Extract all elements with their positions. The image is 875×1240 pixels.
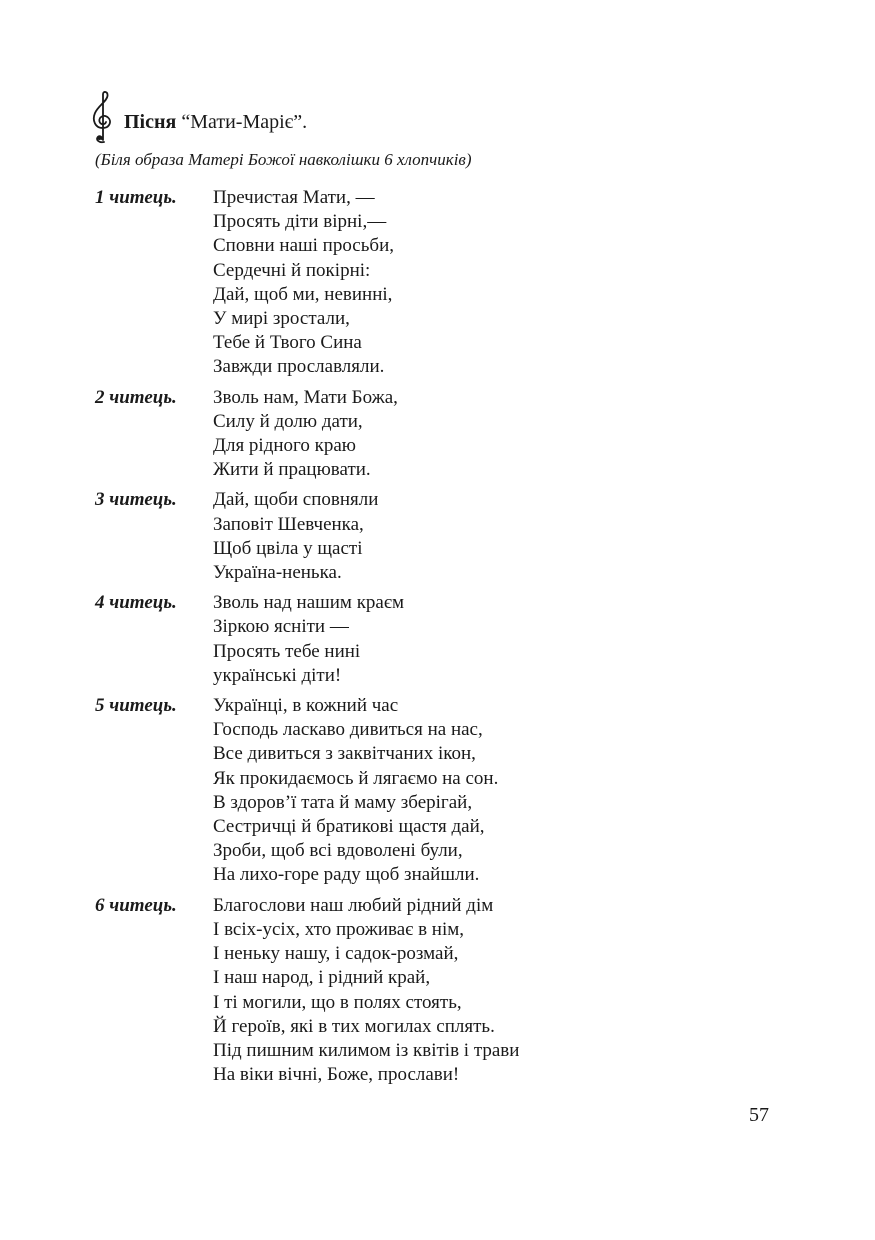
verse-line: На лихо-горе раду щоб знайшли. [213,864,480,886]
verse-line: Зіркою ясніти — [213,616,349,638]
verse-line: Благослови наш любий рідний дім [213,894,494,916]
verse-line: І наш народ, і рідний край, [213,967,431,989]
verse-line: Україна-ненька. [213,562,342,584]
verse-line: У мирі зростали, [213,308,350,330]
verse-line: Як прокидаємось й лягаємо на сон. [213,767,499,789]
reader-block [95,894,795,1088]
reader-verse [213,591,404,688]
verse-line: Зроби, щоб всі вдоволені були, [213,840,463,862]
song-title-name: “Мати-Маріє”. [176,111,308,133]
reader-label: 6 читець. [95,894,177,916]
verse-line: В здоров’ї тата й маму зберігай, [213,791,473,813]
verse-line: Українці, в кожний час [213,695,399,717]
verse-line: На віки вічні, Боже, прослави! [213,1064,460,1086]
verse-line: Й героїв, які в тих могилах сплять. [213,1015,495,1037]
treble-clef-icon [90,90,116,144]
song-title [124,111,307,134]
verse-line: Зволь нам, Мати Божа, [213,386,398,408]
verse-line: Під пишним килимом із квітів і трави [213,1039,520,1061]
reader-block [95,488,795,585]
verse-line: Все дивиться з заквітчаних ікон, [213,743,476,765]
reader-label: 2 читець. [95,386,177,408]
verse-line: Щоб цвіла у щасті [213,537,363,559]
reader-verse [213,386,398,483]
song-title-prefix: Пісня [124,111,177,133]
reader-label: 1 читець. [95,187,177,208]
verse-line: Сестричці й братикові щастя дай, [213,816,485,838]
verse-line: І неньку нашу, і садок-розмай, [213,943,459,965]
verse-line: Тебе й Твого Сина [213,332,362,354]
reader-block [95,386,795,483]
verse-line: Жити й працювати. [213,459,371,481]
reader-block [95,591,795,688]
reader-verse [213,488,378,585]
verse-line: Для рідного краю [213,435,356,457]
reader-block [95,186,795,380]
verse-line: І всіх-усіх, хто проживає в нім, [213,918,465,940]
readers-list [95,186,795,1093]
verse-line: І ті могили, що в полях стоять, [213,991,462,1013]
verse-line: Заповіт Шевченка, [213,513,364,535]
verse-line: Силу й долю дати, [213,410,363,432]
verse-line: Сердечні й покірні: [213,259,371,281]
verse-line: Просять тебе нині [213,640,361,662]
verse-line: Просять діти вірні,— [213,211,387,233]
verse-line: Зволь над нашим краєм [213,592,405,614]
reader-label: 4 читець. [95,592,177,614]
reader-verse [213,694,498,888]
song-title-row [90,90,307,144]
verse-line: Пречистая Мати, — [213,187,375,208]
reader-verse [213,894,519,1088]
verse-line: Завжди прославляли. [213,356,385,378]
stage-direction: (Біля образа Матері Божої навколішки 6 хлопчиків) [95,150,472,169]
reader-block [95,694,795,888]
reader-label: 5 читець. [95,695,177,717]
reader-label: 3 читець. [95,489,177,511]
page-number: 57 [749,1104,769,1126]
verse-line: українські діти! [213,664,342,686]
reader-verse [213,186,394,380]
verse-line: Дай, щоб ми, невинні, [213,283,393,305]
verse-line: Господь ласкаво дивиться на нас, [213,719,483,741]
verse-line: Сповни наші просьби, [213,235,394,257]
verse-line: Дай, щоби сповняли [213,489,379,511]
